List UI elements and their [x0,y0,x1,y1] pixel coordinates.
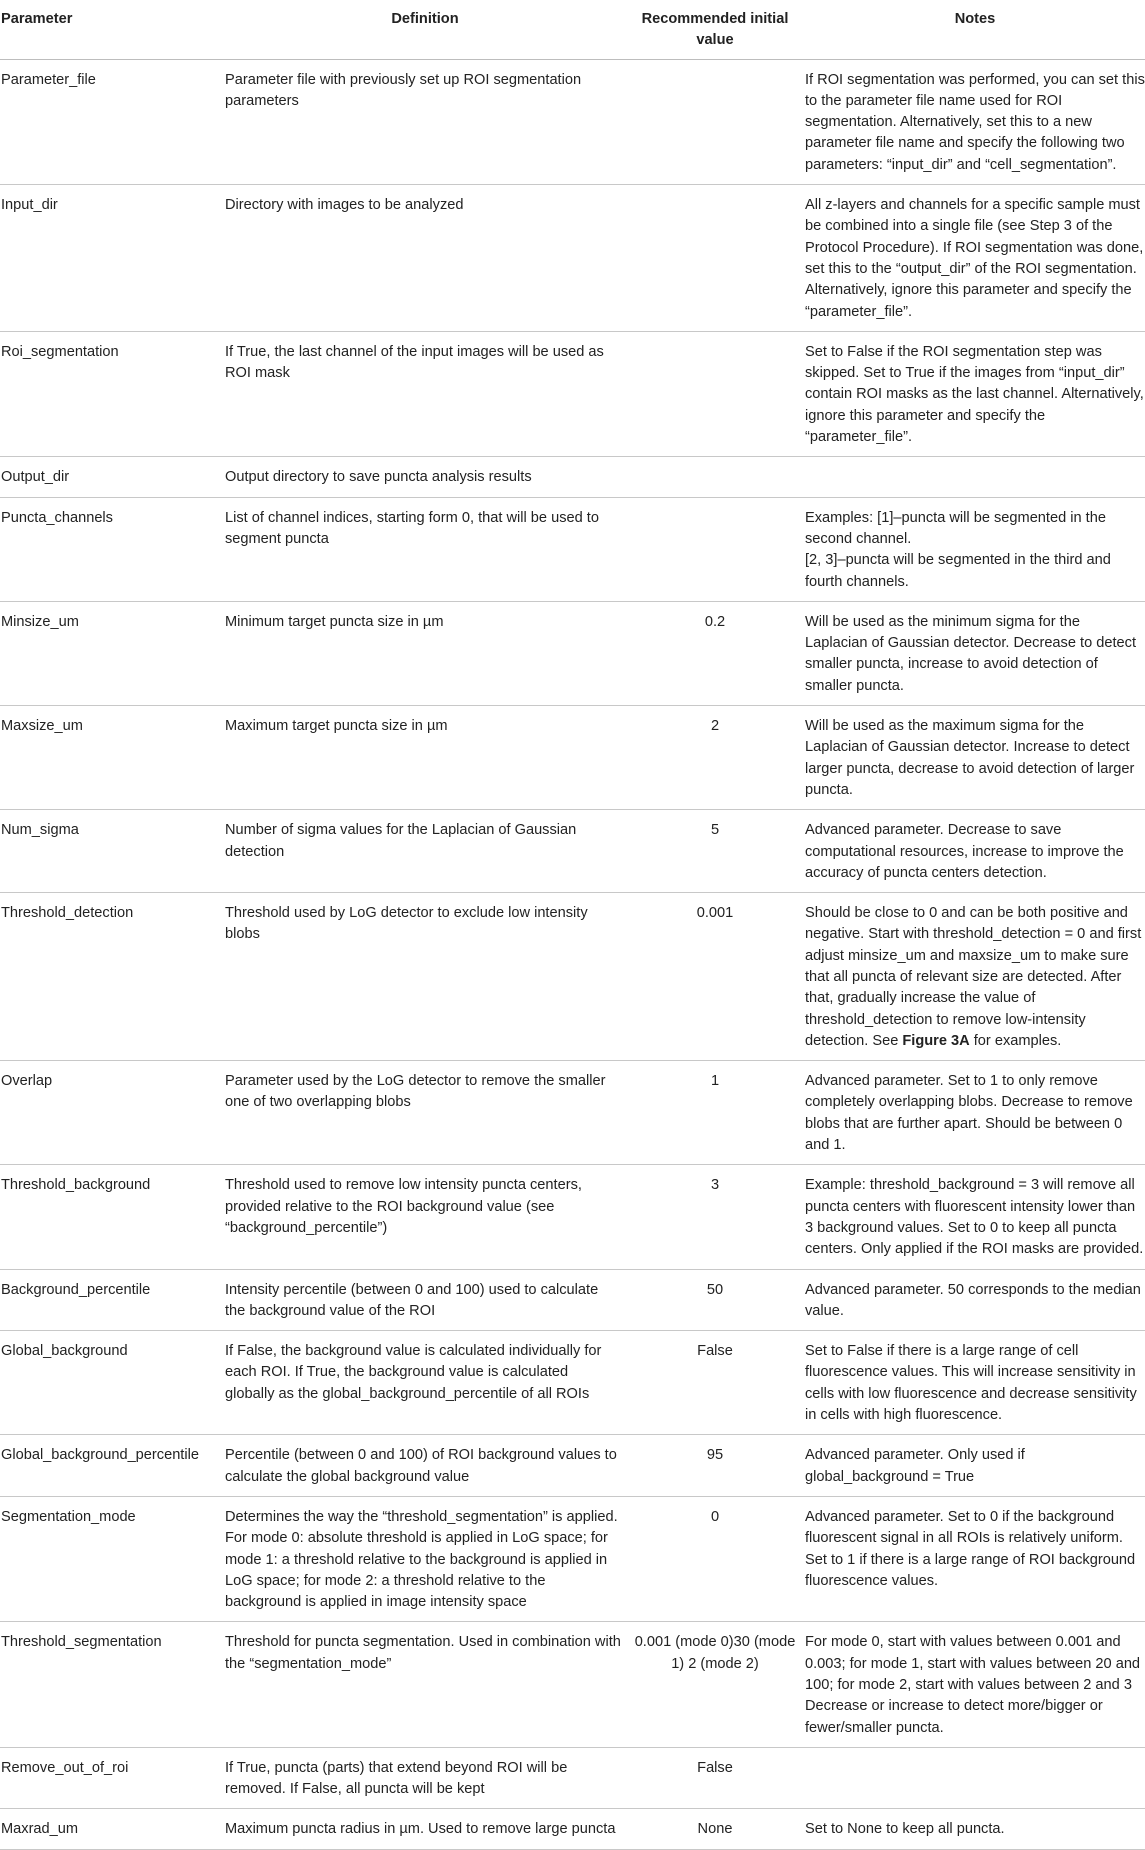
param-notes [805,1747,1145,1809]
param-definition: If True, puncta (parts) that extend beyond ROI will be removed. If False, all puncta will be kept [225,1747,625,1809]
param-notes: Will be used as the minimum sigma for the Laplacian of Gaussian detector. Decrease to detect smaller puncta, increase to avoid detection of smaller puncta. [805,601,1145,705]
param-value: 5 [625,810,805,893]
param-notes: For mode 0, start with values between 0.001 and 0.003; for mode 1, start with values between 20 and 100; for mode 2, start with values between 2 and 3 Decrease or increase to detect more/bigger or fewer/smaller puncta. [805,1622,1145,1747]
param-name: Num_sigma [0,810,225,893]
param-name: Background_percentile [0,1269,225,1331]
param-definition: Directory with images to be analyzed [225,185,625,332]
param-definition: List of channel indices, starting form 0, that will be used to segment puncta [225,497,625,601]
param-notes: Advanced parameter. Only used if global_background = True [805,1435,1145,1497]
table-row [0,185,1145,332]
header-notes: Notes [805,0,1145,59]
param-definition: Maximum puncta radius in µm. Used to remove large puncta [225,1809,625,1849]
table-row [0,706,1145,810]
param-name: Input_dir [0,185,225,332]
table-row [0,1622,1145,1747]
param-value: 50 [625,1269,805,1331]
header-parameter: Parameter [0,0,225,59]
param-value: None [625,1809,805,1849]
param-definition: Intensity percentile (between 0 and 100) used to calculate the background value of the ROI [225,1269,625,1331]
param-notes: Advanced parameter. 50 corresponds to the median value. [805,1269,1145,1331]
notes-text: Should be close to 0 and can be both positive and negative. Start with threshold_detection = 0 and first adjust minsize_um and maxsize_um to make sure that all puncta of relevant size are detected. After that, gradually increase the value of threshold_detection to remove low-intensity detection. See [805,905,1142,1049]
param-notes: Set to False if the ROI segmentation step was skipped. Set to True if the images from “input_dir” contain ROI masks as the last channel. Alternatively, ignore this parameter and specify the “parameter_file”. [805,331,1145,456]
param-definition: If True, the last channel of the input images will be used as ROI mask [225,331,625,456]
param-notes: Example: threshold_background = 3 will remove all puncta centers with fluorescent intensity lower than 3 background values. Set to 0 to keep all puncta centers. Only applied if the ROI masks are provided. [805,1165,1145,1269]
param-definition: Output directory to save puncta analysis results [225,457,625,497]
param-notes: If ROI segmentation was performed, you can set this to the parameter file name used for ROI segmentation. Alternatively, set this to a new parameter file name and specify the following two parameters: “input_dir” and “cell_segmentation”. [805,59,1145,184]
param-definition: Threshold used to remove low intensity puncta centers, provided relative to the ROI background value (see “background_percentile”) [225,1165,625,1269]
param-name: Global_background_percentile [0,1435,225,1497]
table-row [0,1496,1145,1621]
figure-reference: Figure 3A [902,1032,970,1049]
param-value: 2 [625,706,805,810]
param-notes: Advanced parameter. Decrease to save computational resources, increase to improve the accuracy of puncta centers detection. [805,810,1145,893]
param-value: False [625,1747,805,1809]
param-value: 0.2 [625,601,805,705]
table-row [0,1165,1145,1269]
param-name: Global_background [0,1331,225,1435]
table-row [0,1809,1145,1849]
table-row [0,497,1145,601]
param-value: 95 [625,1435,805,1497]
table-row [0,893,1145,1061]
table-row [0,601,1145,705]
param-name: Threshold_detection [0,893,225,1061]
param-value [625,185,805,332]
param-value [625,59,805,184]
param-name: Minsize_um [0,601,225,705]
param-value: 3 [625,1165,805,1269]
param-notes: Advanced parameter. Set to 0 if the background fluorescent signal in all ROIs is relatively uniform. Set to 1 if there is a large range of ROI background fluorescence values. [805,1496,1145,1621]
param-name: Remove_out_of_roi [0,1747,225,1809]
table-row [0,1061,1145,1165]
param-name: Roi_segmentation [0,331,225,456]
param-definition: Threshold for puncta segmentation. Used in combination with the “segmentation_mode” [225,1622,625,1747]
param-notes: Will be used as the maximum sigma for the Laplacian of Gaussian detector. Increase to detect larger puncta, decrease to avoid detection of larger puncta. [805,706,1145,810]
param-name: Output_dir [0,457,225,497]
notes-line-1: Examples: [1]–puncta will be segmented in the second channel. [805,509,1106,547]
param-value: 0.001 [625,893,805,1061]
table-row [0,1747,1145,1809]
param-name: Maxrad_um [0,1809,225,1849]
param-definition: Parameter file with previously set up ROI segmentation parameters [225,59,625,184]
table-row [0,1331,1145,1435]
table-row [0,457,1145,497]
notes-line-2: [2, 3]–puncta will be segmented in the third and fourth channels. [805,552,1111,590]
param-notes: All z-layers and channels for a specific sample must be combined into a single file (see Step 3 of the Protocol Procedure). If ROI segmentation was done, set this to the “output_dir” of the ROI segmentation. Alternatively, ignore this parameter and specify the “parameter_file”. [805,185,1145,332]
param-notes: Set to False if there is a large range of cell fluorescence values. This will increase sensitivity in cells with low fluorescence and decrease sensitivity in cells with high fluorescence. [805,1331,1145,1435]
param-value: False [625,1331,805,1435]
param-definition: Percentile (between 0 and 100) of ROI background values to calculate the global background value [225,1435,625,1497]
param-value [625,331,805,456]
table-row [0,810,1145,893]
param-notes: Set to None to keep all puncta. [805,1809,1145,1849]
param-definition: Maximum target puncta size in µm [225,706,625,810]
param-value [625,497,805,601]
param-notes [805,497,1145,601]
header-row [0,0,1145,59]
param-name: Threshold_segmentation [0,1622,225,1747]
param-name: Puncta_channels [0,497,225,601]
param-definition: If False, the background value is calculated individually for each ROI. If True, the background value is calculated globally as the global_background_percentile of all ROIs [225,1331,625,1435]
param-name: Segmentation_mode [0,1496,225,1621]
param-name: Parameter_file [0,59,225,184]
param-value: 0.001 (mode 0)30 (mode 1) 2 (mode 2) [625,1622,805,1747]
header-recommended-value: Recommended initial value [625,0,805,59]
table-body [0,59,1145,1849]
param-name: Threshold_background [0,1165,225,1269]
param-definition: Determines the way the “threshold_segmentation” is applied. For mode 0: absolute threshold is applied in LoG space; for mode 1: a threshold relative to the background is applied in LoG space; for mode 2: a threshold relative to the background is applied in image intensity space [225,1496,625,1621]
param-name: Maxsize_um [0,706,225,810]
table-row [0,331,1145,456]
param-notes [805,893,1145,1061]
param-definition: Parameter used by the LoG detector to remove the smaller one of two overlapping blobs [225,1061,625,1165]
param-notes: Advanced parameter. Set to 1 to only remove completely overlapping blobs. Decrease to remove blobs that are further apart. Should be between 0 and 1. [805,1061,1145,1165]
table-row [0,59,1145,184]
param-value [625,457,805,497]
table-row [0,1269,1145,1331]
param-value: 0 [625,1496,805,1621]
param-definition: Number of sigma values for the Laplacian of Gaussian detection [225,810,625,893]
param-definition: Minimum target puncta size in µm [225,601,625,705]
notes-text-end: for examples. [969,1032,1062,1049]
table-header [0,0,1145,59]
header-definition: Definition [225,0,625,59]
param-name: Overlap [0,1061,225,1165]
param-notes [805,457,1145,497]
table-row [0,1435,1145,1497]
param-value: 1 [625,1061,805,1165]
param-definition: Threshold used by LoG detector to exclude low intensity blobs [225,893,625,1061]
